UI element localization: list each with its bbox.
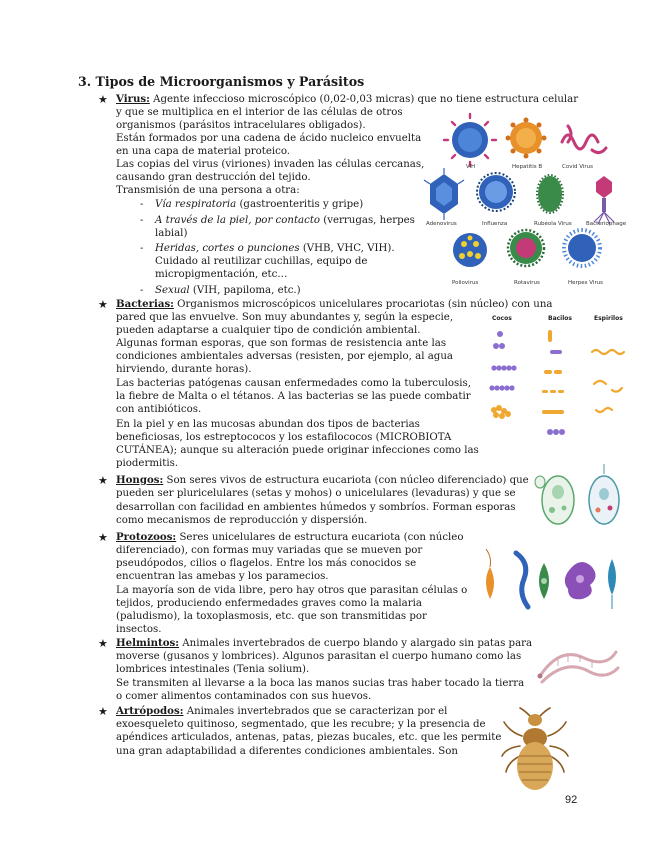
virus-figure — [422, 112, 627, 292]
bacterias-line-2: pared que las envuelve. Son muy abundantes y, según la especie, — [116, 312, 454, 323]
artropodos-term: Artrópodos: — [116, 705, 184, 717]
flagellate-green-icon — [539, 563, 549, 599]
virus-line-8: Transmisión de una persona a otra: — [116, 185, 300, 196]
hepatitis-b-virus-icon — [506, 118, 547, 159]
bacterias-line-8: la fiebre de Malta o el tétanos. A las bacterias se las puede combatir — [116, 391, 471, 402]
helmintos-line-1: Helmintos: Animales invertebrados de cuerpo blando y alargado sin patas para — [116, 637, 533, 649]
tapeworm-icon — [540, 652, 618, 682]
amoeba-purple-icon — [565, 562, 596, 599]
yeast-cell-icon — [535, 476, 574, 524]
herpes-virus-icon — [564, 230, 600, 266]
label-adenovirus: Adenovirus — [426, 221, 457, 227]
bacterias-line-7: Las bacterias patógenas causan enfermedades como la tuberculosis, — [116, 378, 472, 389]
label-poliovirus: Poliovirus — [452, 280, 479, 286]
fungi-figure — [530, 462, 630, 528]
bacterias-line-12: CUTÁNEA); aunque su alteración puede originar infecciones como las — [116, 445, 479, 456]
header-cocos: Cocos — [492, 315, 512, 322]
louse-figure — [500, 706, 570, 796]
star-bullet-icon: ★ — [98, 474, 108, 487]
louse-icon — [502, 708, 568, 790]
label-covid: Covid Virus — [562, 164, 594, 170]
virus-line-5: en una capa de material proteico. — [116, 146, 291, 157]
virus-line-6: Las copias del virus (viriones) invaden las células cercanas, — [116, 159, 425, 170]
helminth-figure — [528, 636, 623, 694]
rubeola-virus-icon — [537, 175, 563, 213]
bacteriophage-icon — [594, 176, 614, 224]
rotavirus-icon — [508, 230, 544, 266]
protozoos-term: Protozoos: — [116, 531, 177, 543]
transmission-skin-cont: labial) — [155, 228, 188, 239]
helmintos-line-5: o comer alimentos contaminados con sus huevos. — [116, 691, 372, 702]
hongos-line-3: desarrollan con facilidad en ambientes húmedos y sombríos. Forman esporas — [116, 502, 516, 513]
star-bullet-icon: ★ — [98, 93, 108, 106]
virus-line-3: organismos (parásitos intracelulares obligados). — [116, 120, 366, 131]
protozoos-line-3: pseudópodos, cilios o flagelos. Entre los más conocidos se — [116, 558, 417, 569]
dash-bullet: - — [140, 285, 144, 296]
bacterias-line-1: Bacterias: Organismos microscópicos unicelulares procariotas (sin núcleo) con una — [116, 298, 553, 310]
label-influenza: Influenza — [482, 221, 508, 227]
protozoos-line-1: Protozoos: Seres unicelulares de estructura eucariota (con núcleo — [116, 531, 464, 543]
protozoa-figure — [476, 545, 626, 615]
bacterias-term: Bacterias: — [116, 298, 174, 310]
protozoos-line-4: encuentran las amebas y los paramecios. — [116, 571, 329, 582]
dash-bullet: - — [140, 243, 144, 254]
artropodos-line-1: Artrópodos: Animales invertebrados que se caracterizan por el — [116, 705, 448, 717]
section-heading: 3. Tipos de Microorganismos y Parásitos — [78, 74, 365, 89]
transmission-wounds-cont2: micropigmentación, etc… — [155, 269, 288, 280]
influenza-virus-icon — [477, 173, 515, 211]
dash-bullet: - — [140, 215, 144, 226]
star-bullet-icon: ★ — [98, 637, 108, 650]
helmintos-line-3: lombrices intestinales (Tenia solium). — [116, 664, 310, 675]
bacterias-line-5: condiciones ambientales adversas (resisten, por ejemplo, al agua — [116, 351, 453, 362]
helmintos-term: Helmintos: — [116, 637, 180, 649]
helmintos-line-2: moverse (gusanos y lombrices). Algunos parasitan el cuerpo humano como las — [116, 651, 522, 662]
header-espirilos: Espirilos — [594, 315, 623, 322]
transmission-sexual: Sexual (VIH, papiloma, etc.) — [155, 285, 301, 296]
protozoos-line-5: La mayoría son de vida libre, pero hay otros que parasitan células o — [116, 585, 468, 596]
page-number: 92 — [565, 794, 578, 806]
protozoos-line-7: (paludismo), la toxoplasmosis, etc. que son transmitidas por — [116, 611, 427, 622]
bacterias-line-9: con antibióticos. — [116, 404, 202, 415]
bacterias-line-11: beneficiosas, los estreptococos y los estafilococos (MICROBIOTA — [116, 432, 452, 443]
bacteria-figure — [482, 312, 637, 462]
vih-virus-icon — [444, 114, 496, 166]
poliovirus-icon — [453, 233, 487, 267]
bacterias-line-13: piodermitis. — [116, 458, 179, 469]
dash-bullet: - — [140, 199, 144, 210]
staphylococci-icon — [491, 405, 511, 419]
hongos-line-2: pueden ser pluricelulares (setas y mohos) o unicelulares (levaduras) y que se — [116, 488, 516, 499]
label-rotavirus: Rotavirus — [514, 280, 540, 286]
header-bacilos: Bacilos — [548, 315, 572, 322]
bacterias-line-4: Algunas forman esporas, que son formas de resistencia ante las — [116, 338, 447, 349]
hongos-line-1: Hongos: Son seres vivos de estructura eucariota (con núcleo diferenciado) que — [116, 474, 529, 486]
protozoos-line-2: diferenciado), con formas muy variadas que se mueven por — [116, 545, 423, 556]
label-herpes: Herpes Virus — [568, 280, 604, 286]
virus-line-2: y que se multiplica en el interior de las células de otros — [116, 107, 403, 118]
label-bacteriophage: Bacteriophage — [586, 221, 627, 227]
flagellate-orange-icon — [486, 549, 494, 599]
mold-cell-icon — [589, 464, 619, 524]
protozoos-line-8: insectos. — [116, 624, 162, 635]
artropodos-line-3: apéndices articulados, antenas, patas, piezas bucales, etc. que les permite — [116, 732, 502, 743]
transmission-skin: A través de la piel, por contacto (verrugas, herpes — [155, 215, 415, 226]
bacterias-line-6: hirviendo, durante horas). — [116, 364, 252, 375]
label-hepatitis-b: Hepatitis B — [512, 164, 543, 170]
protozoos-line-6: tejidos, produciendo enfermedades graves como la malaria — [116, 598, 422, 609]
adenovirus-icon — [424, 168, 464, 220]
star-bullet-icon: ★ — [98, 531, 108, 544]
artropodos-line-4: una gran adaptabilidad a diferentes condiciones ambientales. Son — [116, 746, 458, 757]
artropodos-line-2: exoesqueleto quitinoso, segmentado, que les recubre; y la presencia de — [116, 719, 486, 730]
label-vih: VIH — [466, 164, 475, 170]
trypanosome-blue-icon — [516, 553, 528, 607]
trichomonas-blue-icon — [608, 559, 616, 609]
covid-virus-icon — [562, 126, 606, 153]
transmission-wounds: Heridas, cortes o punciones (VHB, VHC, VIH). — [155, 243, 395, 254]
spirilla-icon — [592, 350, 624, 412]
bacterias-line-3: pueden adaptarse a cualquier tipo de condición ambiental. — [116, 325, 421, 336]
virus-term: Virus: — [116, 93, 150, 105]
scolex-icon — [538, 674, 543, 679]
label-rubeola: Rubéola Virus — [534, 221, 572, 227]
virus-line-7: causando gran destrucción del tejido. — [116, 172, 311, 183]
transmission-respiratory: Vía respiratoria (gastroenteritis y gripe) — [155, 199, 364, 210]
hongos-line-4: como mecanismos de reproducción y dispersión. — [116, 515, 368, 526]
virus-line-1: Virus: Agente infeccioso microscópico (0,02-0,03 micras) que no tiene estructura celular — [116, 93, 579, 105]
bacterias-line-10: En la piel y en las mucosas abundan dos tipos de bacterias — [116, 419, 420, 430]
virus-line-4: Están formados por una cadena de ácido nucleico envuelta — [116, 133, 422, 144]
bacilli-icon — [542, 330, 565, 435]
star-bullet-icon: ★ — [98, 298, 108, 311]
hongos-term: Hongos: — [116, 474, 164, 486]
cocci-icon — [489, 331, 516, 391]
transmission-wounds-cont1: Cuidado al reutilizar cuchillas, equipo de — [155, 256, 368, 267]
star-bullet-icon: ★ — [98, 705, 108, 718]
helmintos-line-4: Se transmiten al llevarse a la boca las manos sucias tras haber tocado la tierra — [116, 678, 525, 689]
